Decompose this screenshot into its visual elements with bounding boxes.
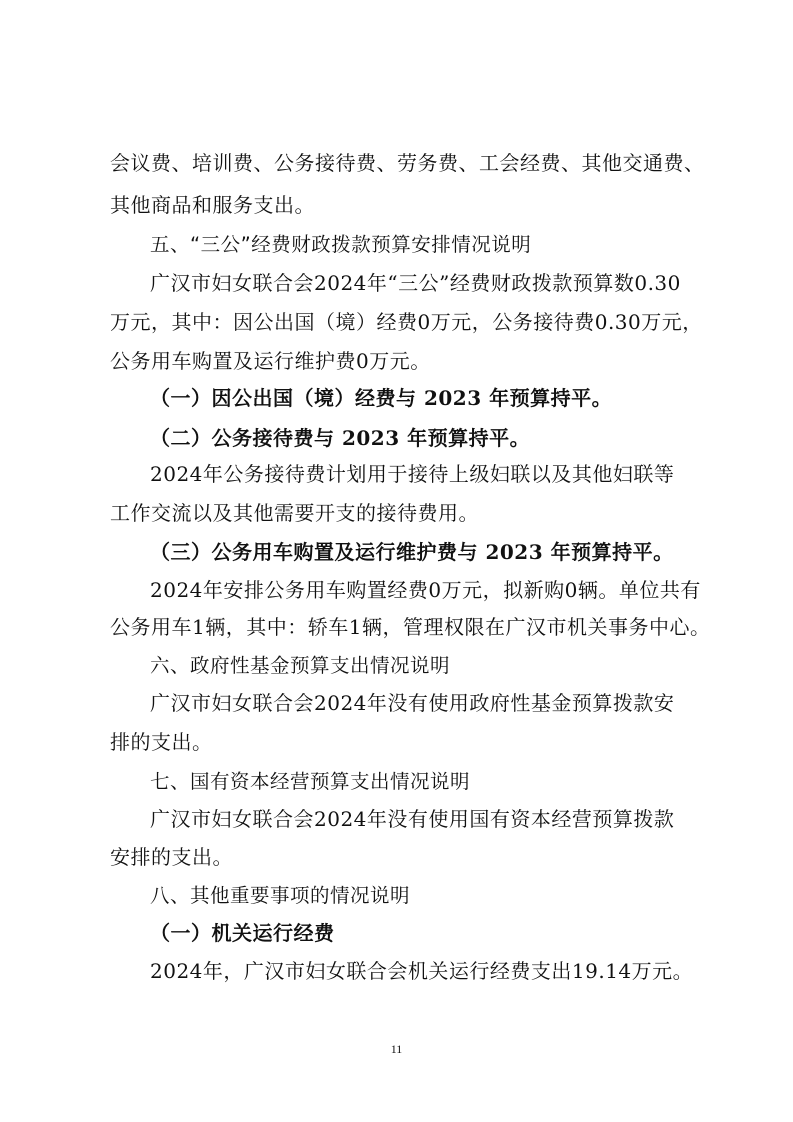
text-line: 2024年安排公务用车购置经费0万元，拟新购0辆。单位共有 bbox=[150, 578, 701, 602]
text-line: 排的支出。 bbox=[110, 730, 213, 754]
text-line: 2024年公务接待费计划用于接待上级妇联以及其他妇联等 bbox=[150, 462, 675, 486]
text-line: 工作交流以及其他需要开支的接待费用。 bbox=[110, 501, 479, 525]
section-heading: 六、政府性基金预算支出情况说明 bbox=[150, 654, 451, 677]
text-line: 其他商品和服务支出。 bbox=[110, 193, 315, 217]
subheading: （一）机关运行经费 bbox=[150, 921, 335, 945]
section-heading: 八、其他重要事项的情况说明 bbox=[150, 884, 411, 907]
subheading: （二）公务接待费与 2023 年预算持平。 bbox=[150, 426, 531, 450]
text-line: 2024年，广汉市妇女联合会机关运行经费支出19.14万元。 bbox=[150, 959, 694, 983]
section-heading: 七、国有资本经营预算支出情况说明 bbox=[150, 770, 471, 793]
text-line: 广汉市妇女联合会2024年没有使用国有资本经营预算拨款 bbox=[150, 807, 675, 831]
text-line: 公务用车1辆，其中：轿车1辆，管理权限在广汉市机关事务中心。 bbox=[110, 615, 711, 639]
page-number: 11 bbox=[390, 1042, 403, 1056]
text-line: 会议费、培训费、公务接待费、劳务费、工会经费、其他交通费、 bbox=[110, 151, 705, 175]
text-line: 公务用车购置及运行维护费0万元。 bbox=[110, 349, 431, 373]
subheading: （一）因公出国（境）经费与 2023 年预算持平。 bbox=[150, 386, 613, 410]
text-line: 广汉市妇女联合会2024年“三公”经费财政拨款预算数0.30 bbox=[150, 271, 681, 295]
subheading: （三）公务用车购置及运行维护费与 2023 年预算持平。 bbox=[150, 540, 674, 564]
text-line: 广汉市妇女联合会2024年没有使用政府性基金预算拨款安 bbox=[150, 691, 675, 715]
text-line: 安排的支出。 bbox=[110, 845, 233, 869]
section-heading: 五、“三公”经费财政拨款预算安排情况说明 bbox=[150, 233, 532, 256]
text-line: 万元，其中：因公出国（境）经费0万元，公务接待费0.30万元， bbox=[110, 310, 703, 334]
